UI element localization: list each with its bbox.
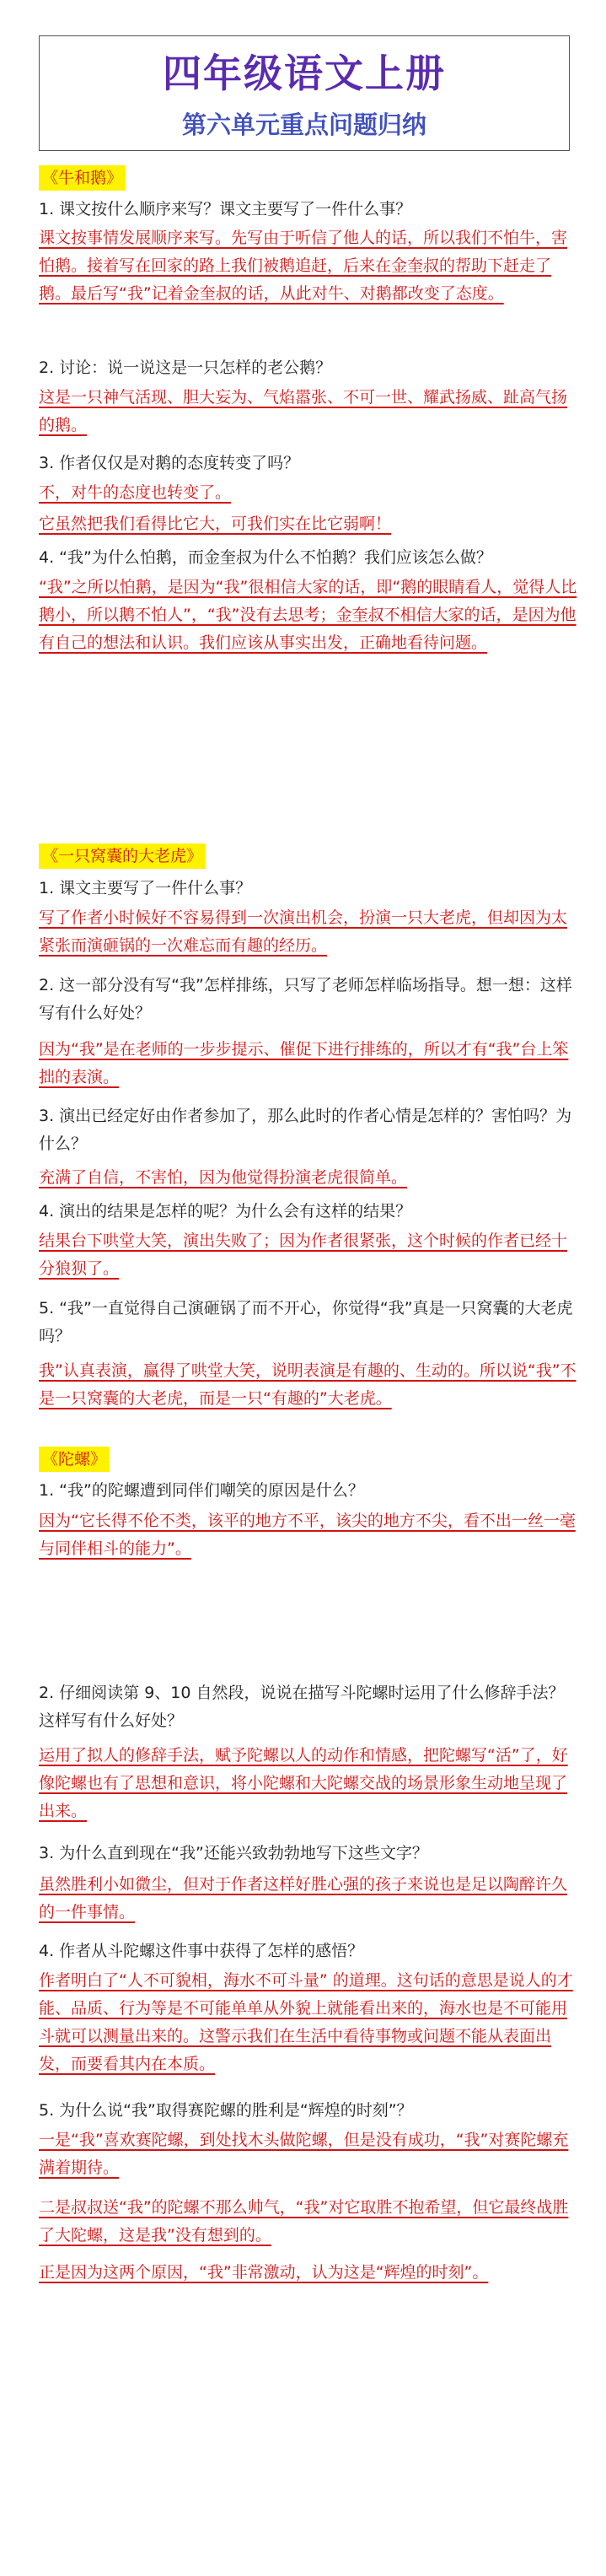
- page-subtitle: 第六单元重点问题归纳: [181, 110, 426, 139]
- answer-text: 结果台下哄堂大笑，演出失败了；因为作者很紧张，这个时候的作者已经十分狼狈了。: [39, 1231, 568, 1278]
- section-heading-tuoluo: 《陀螺》: [39, 1447, 110, 1472]
- question: 5. 为什么说“我”取得赛陀螺的胜利是“辉煌的时刻”？: [39, 2101, 413, 2120]
- answer: [39, 510, 578, 538]
- answer: [39, 904, 578, 960]
- answer-text: 写了作者小时候好不容易得到一次演出机会，扮演一只大老虎，但却因为太紧张而演砸锅的一次难忘而有趣的经历。: [39, 908, 568, 955]
- question: 2. 这一部分没有写“我”怎样排练，只写了老师怎样临场指导。想一想：这样写有什么好处？: [39, 976, 572, 1022]
- answer: [39, 1036, 578, 1091]
- question: 4. 作者从斗陀螺这件事中获得了怎样的感悟？: [39, 1942, 364, 1960]
- answer: [39, 1967, 578, 2078]
- answer-text: 因为“它长得不伦不类，该平的地方不平，该尖的地方不尖，看不出一丝一毫与同伴相斗的能力”。: [39, 1512, 576, 1558]
- answer-text: 作者明白了“人不可貌相，海水不可斗量” 的道理。这句话的意思是说人的才能、品质、行为等是不可能单单从外貌上就能看出来的，海水也是不可能用斗就可以测量出来的。这警示我们在生活中看待事物或问题不能从表面出发，而要看其内在本质。: [39, 1971, 573, 2073]
- answer: [39, 384, 578, 439]
- answer-text: 它虽然把我们看得比它大，可我们实在比它弱啊！: [39, 515, 392, 533]
- answer: [39, 1357, 578, 1413]
- answer-text: 正是因为这两个原因，“我”非常激动，认为这是“辉煌的时刻”。: [39, 2263, 489, 2282]
- answer: [39, 574, 578, 657]
- answer: [39, 2194, 578, 2250]
- page-title: 四年级语文上册: [163, 51, 446, 96]
- answer: [39, 479, 578, 507]
- answer-text: “我”之所以怕鹅，是因为“我”很相信大家的话，即“鹅的眼睛看人，觉得人比鹅小，所以鹅不怕人”，“我”没有去思考；金奎叔不相信大家的话，是因为他有自己的想法和认识。我们应该从事实出发，正确地看待问题。: [39, 578, 577, 652]
- question: 3. 为什么直到现在“我”还能兴致勃勃地写下这些文字？: [39, 1844, 428, 1862]
- answer: [39, 1507, 578, 1563]
- question: 3. 作者仅仅是对鹅的态度转变了吗？: [39, 454, 300, 472]
- answer: [39, 2126, 578, 2182]
- answer-text: 虽然胜利小如微尘，但对于作者这样好胜心强的孩子来说也是足以陶醉许久的一件事情。: [39, 1875, 568, 1921]
- answer-text: 二是叔叔送“我”的陀螺不那么帅气，“我”对它取胜不抱希望，但它最终战胜了大陀螺，这是我”没有想到的。: [39, 2198, 569, 2245]
- question: 1. “我”的陀螺遭到同伴们嘲笑的原因是什么？: [39, 1481, 364, 1500]
- answer: [39, 1227, 578, 1283]
- answer-text: 充满了自信，不害怕，因为他觉得扮演老虎很简单。: [39, 1168, 408, 1187]
- question: 2. 仔细阅读第 9、10 自然段，说说在描写斗陀螺时运用了什么修辞手法？这样写有什么好处？: [39, 1684, 565, 1730]
- answer-text: 我”认真表演，赢得了哄堂大笑，说明表演是有趣的、生动的。所以说“我”不是一只窝囊的大老虎，而是一只“有趣的”大老虎。: [39, 1361, 577, 1408]
- answer: [39, 2259, 578, 2287]
- answer-text: 不，对牛的态度也转变了。: [39, 483, 232, 502]
- answer: [39, 1164, 578, 1192]
- question: 2. 讨论：说一说这是一只怎样的老公鹅？: [39, 358, 332, 377]
- question: 3. 演出已经定好由作者参加了，那么此时的作者心情是怎样的？害怕吗？为什么？: [39, 1107, 572, 1153]
- section-heading-wonang-laohu: 《一只窝囊的大老虎》: [39, 843, 206, 869]
- answer: [39, 224, 578, 308]
- question: 1. 课文按什么顺序来写？课文主要写了一件什么事？: [39, 200, 412, 218]
- answer: [39, 1742, 578, 1825]
- answer-text: 运用了拟人的修辞手法，赋予陀螺以人的动作和情感，把陀螺写“活”了，好像陀螺也有了思想和意识，将小陀螺和大陀螺交战的场景形象生动地呈现了出来。: [39, 1746, 568, 1820]
- answer-text: 这是一只神气活现、胆大妄为、气焰嚣张、不可一世、耀武扬威、趾高气扬的鹅。: [39, 388, 568, 434]
- answer: [39, 1871, 578, 1927]
- title-box: [39, 35, 570, 151]
- answer-text: 课文按事情发展顺序来写。先写由于听信了他人的话，所以我们不怕牛，害怕鹅。接着写在回家的路上我们被鹅追赶，后来在金奎叔的帮助下赶走了鹅。最后写“我”记着金奎叔的话，从此对牛、对鹅都改变了态度。: [39, 229, 568, 303]
- section-heading-niu-he-e: 《牛和鹅》: [39, 165, 126, 191]
- question: 1. 课文主要写了一件什么事？: [39, 879, 252, 897]
- question: 5. “我”一直觉得自己演砸锅了而不开心，你觉得“我”真是一只窝囊的大老虎吗？: [39, 1299, 573, 1345]
- question: 4. 演出的结果是怎样的呢？为什么会有这样的结果？: [39, 1202, 412, 1221]
- question: 4. “我”为什么怕鹅，而金奎叔为什么不怕鹅？我们应该怎么做？: [39, 548, 492, 567]
- answer-text: 因为“我”是在老师的一步步提示、催促下进行排练的，所以才有“我”台上笨拙的表演。: [39, 1040, 569, 1086]
- answer-text: 一是“我”喜欢赛陀螺，到处找木头做陀螺，但是没有成功，“我”对赛陀螺充满着期待。: [39, 2131, 569, 2177]
